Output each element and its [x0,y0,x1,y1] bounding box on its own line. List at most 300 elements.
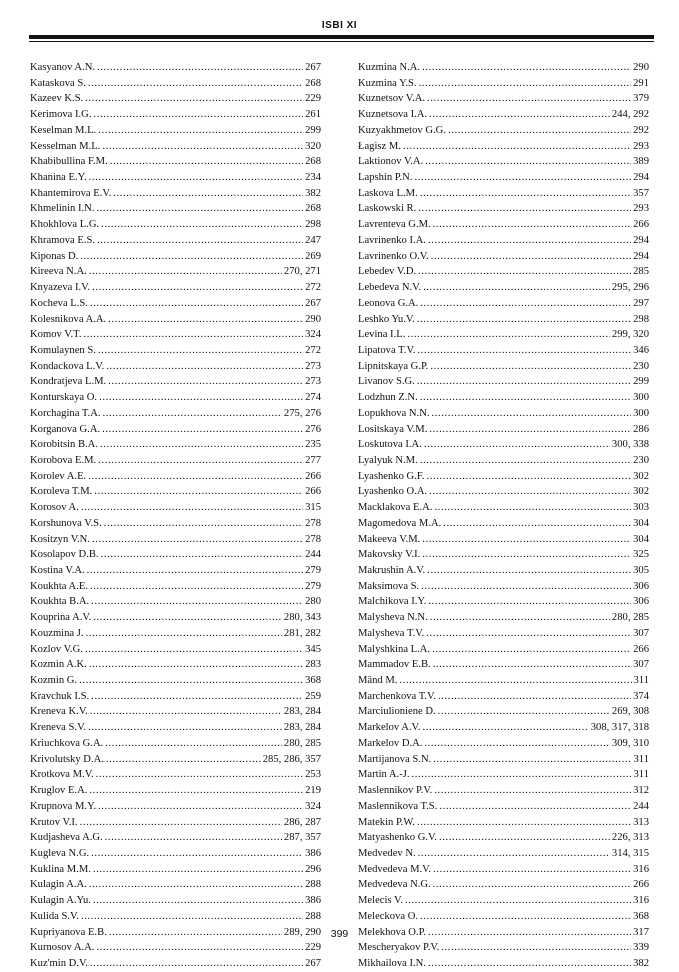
entry-author-name: Makovsky V.I. [358,549,421,561]
entry-page-numbers: 306 [633,580,649,592]
page-number: 399 [330,928,349,940]
entry-author-name: Matekin P.W. [358,816,415,828]
index-entry [358,594,649,610]
entry-author-name: Kupriyanova E.B. [30,926,107,938]
entry-author-name: Lapshin P.N. [358,172,413,184]
entry-author-name: Lipatova T.V. [358,344,416,356]
entry-author-name: Kireeva N.A. [30,266,87,278]
entry-author-name: Kreneva K.V. [30,706,88,718]
entry-page-numbers: 368 [633,910,649,922]
index-entry [30,547,321,563]
entry-author-name: Marciulioniene D. [358,706,436,718]
index-entry [358,343,649,359]
dot-leader [417,815,631,831]
dot-leader [98,799,303,815]
entry-page-numbers: 290 [633,62,649,73]
entry-page-numbers: 292 [633,124,649,136]
index-entry [30,846,321,862]
entry-page-numbers: 325 [633,549,649,561]
dot-leader [407,327,610,343]
entry-author-name: Koukhta B.A. [30,596,90,608]
index-entry [358,500,649,516]
index-entry [30,940,321,956]
dot-leader [429,484,631,500]
dot-leader [430,610,610,626]
entry-author-name: Khanina E.Y. [30,172,87,184]
dot-leader [420,453,631,469]
dot-leader [438,704,610,720]
entry-page-numbers: 244 [305,549,321,561]
index-entry [30,469,321,485]
entry-page-numbers: 389 [633,156,649,168]
entry-page-numbers: 312 [633,785,649,797]
entry-page-numbers: 287, 357 [283,832,321,844]
entry-author-name: Kuzmina N.A. [358,62,421,73]
index-entry [358,736,649,752]
entry-page-numbers: 304 [633,533,649,545]
dot-leader [90,956,303,972]
index-entry [358,484,649,500]
entry-page-numbers: 266 [633,879,649,891]
entry-author-name: Krotkova M.V. [30,769,94,781]
entry-author-name: Lyalyuk N.M. [358,454,418,466]
entry-page-numbers: 283, 284 [283,706,321,718]
dot-leader [414,170,631,186]
dot-leader [91,846,303,862]
entry-author-name: Mänd M. [358,675,398,687]
dot-leader [79,673,303,689]
dot-leader [422,720,588,736]
index-column-right [358,60,649,972]
index-entry [358,139,649,155]
dot-leader [86,626,282,642]
entry-page-numbers: 302 [633,486,649,498]
dot-leader [81,500,303,516]
entry-page-numbers: 324 [305,800,321,812]
dot-leader [89,657,303,673]
dot-leader [429,107,610,123]
entry-page-numbers: 259 [305,690,321,702]
index-entry [30,139,321,155]
dot-leader [113,186,303,202]
entry-author-name: Knyazeva I.V. [30,282,91,294]
entry-author-name: Malchikova I.Y. [358,596,427,608]
dot-leader [87,563,303,579]
entry-author-name: Kudjasheva A.G. [30,832,103,844]
entry-author-name: Kostina V.A. [30,565,85,576]
entry-author-name: Kugleva N.G. [30,847,90,859]
entry-author-name: Lositskaya V.M. [358,423,428,435]
entry-author-name: Kuzmina Y.S. [358,77,417,89]
dot-leader [90,704,282,720]
dot-leader [89,783,303,799]
entry-author-name: Kolesnikova A.A. [30,313,107,325]
entry-author-name: Kouzmina J. [30,627,84,639]
entry-author-name: Malysheva T.V. [358,627,425,639]
entry-author-name: Mammadov E.B. [358,659,431,671]
dot-leader [430,359,631,375]
entry-author-name: Medvedeva M.V. [358,863,432,875]
header-rule-thin [29,41,654,42]
index-entry [358,264,649,280]
entry-page-numbers: 280, 285 [611,612,649,624]
entry-page-numbers: 229 [305,93,321,105]
dot-leader [417,343,631,359]
dot-leader [443,516,631,532]
entry-page-numbers: 269 [305,250,321,262]
entry-author-name: Krutov V.I. [30,816,78,828]
dot-leader [91,594,303,610]
index-entry [358,91,649,107]
dot-leader [90,579,303,595]
entry-page-numbers: 293 [633,203,649,215]
dot-leader [434,783,631,799]
dot-leader [422,532,631,548]
dot-leader [422,547,631,563]
entry-author-name: Khokhlova L.G. [30,219,100,231]
entry-page-numbers: 244 [633,800,649,812]
index-entry [358,469,649,485]
entry-page-numbers: 268 [305,77,321,89]
entry-author-name: Kiponas D. [30,250,79,262]
dot-leader [80,249,303,265]
entry-page-numbers: 285 [633,266,649,278]
entry-page-numbers: 273 [305,360,321,372]
entry-author-name: Lavrinenko O.V. [358,250,429,262]
entry-page-numbers: 283, 284 [283,722,321,734]
entry-author-name: Koroleva T.M. [30,486,93,498]
entry-author-name: Kulagin A.A. [30,879,87,891]
entry-page-numbers: 304 [633,517,649,529]
entry-author-name: Malyshkina L.A. [358,643,431,655]
entry-author-name: Kozmin G. [30,675,78,687]
dot-leader [96,940,303,956]
index-entry [30,815,321,831]
entry-author-name: Martijanova S.N. [358,753,432,765]
entry-page-numbers: 226, 313 [611,832,649,844]
entry-author-name: Kocheva L.S. [30,297,88,309]
entry-author-name: Korosov A. [30,502,79,514]
dot-leader [422,60,631,76]
index-entry [30,327,321,343]
entry-page-numbers: 386 [305,847,321,859]
entry-page-numbers: 267 [305,297,321,309]
index-entry [358,673,649,689]
entry-page-numbers: 299 [305,124,321,136]
dot-leader [96,201,303,217]
index-entry [30,752,321,768]
dot-leader [90,296,303,312]
entry-page-numbers: 277 [305,454,321,466]
index-entry [358,201,649,217]
dot-leader [104,516,303,532]
entry-author-name: Kriuchkova G.A. [30,737,104,749]
entry-author-name: Maslennikova T.S. [358,800,438,812]
entry-page-numbers: 235 [305,439,321,451]
index-entry [30,704,321,720]
index-entry [30,956,321,972]
dot-leader [93,893,303,909]
dot-leader [96,767,303,783]
index-entry [358,579,649,595]
index-entry [30,689,321,705]
index-entry [30,909,321,925]
index-entry [30,610,321,626]
entry-page-numbers: 285, 286, 357 [262,753,321,765]
entry-author-name: Komov V.T. [30,329,82,341]
entry-page-numbers: 234 [305,172,321,184]
entry-author-name: Lodzhun Z.N. [358,392,418,404]
entry-page-numbers: 345 [305,643,321,655]
entry-page-numbers: 274 [305,392,321,404]
dot-leader [405,893,631,909]
entry-page-numbers: 302 [633,470,649,482]
entry-author-name: Kositzyn V.N. [30,533,90,545]
entry-author-name: Lebedeva N.V. [358,282,422,294]
index-entry [358,123,649,139]
entry-author-name: Maslennikov P.V. [358,785,433,797]
index-entry [30,359,321,375]
dot-leader [93,862,303,878]
index-entry [358,249,649,265]
index-entry [30,893,321,909]
entry-page-numbers: 316 [633,863,649,875]
dot-leader [434,500,631,516]
dot-leader [102,422,303,438]
index-entry [30,280,321,296]
entry-author-name: Kuzyakhmetov G.G. [358,124,446,136]
entry-author-name: Keselman M.L. [30,124,97,136]
dot-leader [98,343,303,359]
entry-author-name: Lyashenko O.A. [358,486,428,498]
entry-page-numbers: 300 [633,392,649,404]
index-entry [30,642,321,658]
index-entry [358,563,649,579]
entry-page-numbers: 269, 308 [611,706,649,718]
index-entry [358,956,649,972]
index-entry [30,500,321,516]
index-entry [30,312,321,328]
index-entry [30,657,321,673]
dot-leader [433,752,631,768]
dot-leader [417,374,631,390]
entry-page-numbers: 368 [305,675,321,687]
index-entry [358,327,649,343]
entry-author-name: Makrushin A.V. [358,565,426,576]
dot-leader [427,469,632,485]
entry-page-numbers: 244, 292 [611,109,649,121]
dot-leader [85,642,303,658]
index-entry [30,201,321,217]
entry-author-name: Koukhta A.E. [30,580,88,592]
dot-leader [433,877,631,893]
entry-page-numbers: 311 [633,769,649,781]
index-entry [358,233,649,249]
entry-author-name: Loskutova I.A. [358,439,422,451]
dot-leader [89,170,304,186]
dot-leader [88,720,282,736]
entry-page-numbers: 294 [633,250,649,262]
dot-leader [418,201,631,217]
dot-leader [418,846,610,862]
entry-page-numbers: 279 [305,565,321,576]
index-entry [358,107,649,123]
entry-page-numbers: 289, 290 [283,926,321,938]
dot-leader [97,60,303,76]
index-entry [30,516,321,532]
entry-page-numbers: 357 [633,187,649,199]
dot-leader [94,484,303,500]
index-entry [358,767,649,783]
dot-leader [427,91,631,107]
entry-page-numbers: 295, 296 [611,282,649,294]
entry-author-name: Makeeva V.M. [358,533,421,545]
index-entry [358,217,649,233]
entry-page-numbers: 268 [305,156,321,168]
entry-page-numbers: 266 [633,643,649,655]
index-entry [358,154,649,170]
entry-page-numbers: 313 [633,816,649,828]
entry-author-name: Kerimova I.G. [30,109,92,121]
entry-author-name: Kasyanov A.N. [30,62,96,73]
dot-leader [93,107,303,123]
entry-page-numbers: 268 [305,203,321,215]
index-entry [358,846,649,862]
index-entry [358,390,649,406]
index-entry [30,767,321,783]
entry-author-name: Kondratjeva L.M. [30,376,107,388]
entry-author-name: Kreneva S.V. [30,722,86,734]
dot-leader [101,217,303,233]
entry-author-name: Lipnitskaya G.P. [358,360,429,372]
index-entry [30,390,321,406]
entry-author-name: Lavrinenko I.A. [358,234,426,246]
dot-leader [108,312,303,328]
dot-leader [424,437,610,453]
index-entry [30,877,321,893]
dot-leader [105,736,282,752]
dot-leader [105,830,282,846]
entry-page-numbers: 275, 276 [283,407,321,419]
entry-page-numbers: 316 [633,895,649,907]
entry-author-name: Mescheryakov P.V. [358,942,440,954]
index-entry [30,532,321,548]
dot-leader [433,217,631,233]
index-entry [30,170,321,186]
dot-leader [84,327,304,343]
entry-page-numbers: 270, 271 [283,266,321,278]
index-entry [358,909,649,925]
dot-leader [80,815,282,831]
entry-author-name: Krivolutsky D.A. [30,753,104,765]
index-entry [30,626,321,642]
dot-leader [419,76,632,92]
index-entry [30,673,321,689]
entry-author-name: Macklakova E.A. [358,502,433,514]
index-entry [30,249,321,265]
header-rule-thick [29,35,654,39]
entry-page-numbers: 303 [633,502,649,514]
entry-page-numbers: 266 [633,219,649,231]
index-entry [30,862,321,878]
entry-page-numbers: 305 [633,565,649,576]
index-entry [358,642,649,658]
entry-page-numbers: 288 [305,879,321,891]
dot-leader [426,626,631,642]
index-entry [358,704,649,720]
index-entry [30,76,321,92]
entry-page-numbers: 311 [633,753,649,765]
entry-author-name: Komulaynen S. [30,344,96,356]
dot-leader [420,390,631,406]
index-entry [30,296,321,312]
entry-page-numbers: 280 [305,596,321,608]
index-entry [358,547,649,563]
entry-page-numbers: 283 [305,659,321,671]
dot-leader [103,406,282,422]
entry-author-name: Kozmin A.K. [30,659,87,671]
dot-leader [92,280,303,296]
entry-page-numbers: 315 [305,502,321,514]
index-entry [30,60,321,76]
index-entry [358,76,649,92]
entry-author-name: Marchenkova T.V. [358,690,436,702]
entry-page-numbers: 219 [305,785,321,797]
entry-author-name: Kuklina M.M. [30,863,91,875]
index-entry [30,406,321,422]
entry-page-numbers: 308, 317, 318 [590,722,649,734]
entry-author-name: Levina I.L. [358,329,406,341]
index-entry [358,940,649,956]
dot-leader [81,909,303,925]
index-entry [30,579,321,595]
entry-page-numbers: 346 [633,344,649,356]
entry-page-numbers: 280, 285 [283,737,321,749]
dot-leader [417,312,631,328]
entry-author-name: Laskova L.M. [358,187,418,199]
entry-author-name: Kruglov E.A. [30,785,88,797]
index-entry [30,563,321,579]
entry-page-numbers: 273 [305,376,321,388]
index-entry [358,422,649,438]
dot-leader [98,123,303,139]
entry-author-name: Melekhova O.P. [358,926,426,938]
index-entry [30,186,321,202]
index-entry [358,893,649,909]
index-entry [358,752,649,768]
entry-author-name: Markelov A.V. [358,722,421,734]
entry-page-numbers: 281, 282 [283,627,321,639]
dot-leader [88,469,303,485]
entry-author-name: Kuznetsov V.A. [358,93,425,105]
entry-page-numbers: 293 [633,140,649,152]
entry-author-name: Malysheva N.N. [358,612,428,624]
entry-page-numbers: 230 [633,454,649,466]
entry-page-numbers: 298 [633,313,649,325]
entry-page-numbers: 294 [633,234,649,246]
dot-leader [418,264,631,280]
entry-page-numbers: 374 [633,690,649,702]
dot-leader [439,830,610,846]
entry-author-name: Leshko Yu.V. [358,313,415,325]
dot-leader [97,233,303,249]
entry-page-numbers: 230 [633,360,649,372]
index-entry [358,532,649,548]
entry-page-numbers: 317 [633,926,649,938]
dot-leader [100,437,303,453]
entry-author-name: Mikhailova I.N. [358,957,426,969]
entry-author-name: Martin A.-J. [358,769,410,781]
